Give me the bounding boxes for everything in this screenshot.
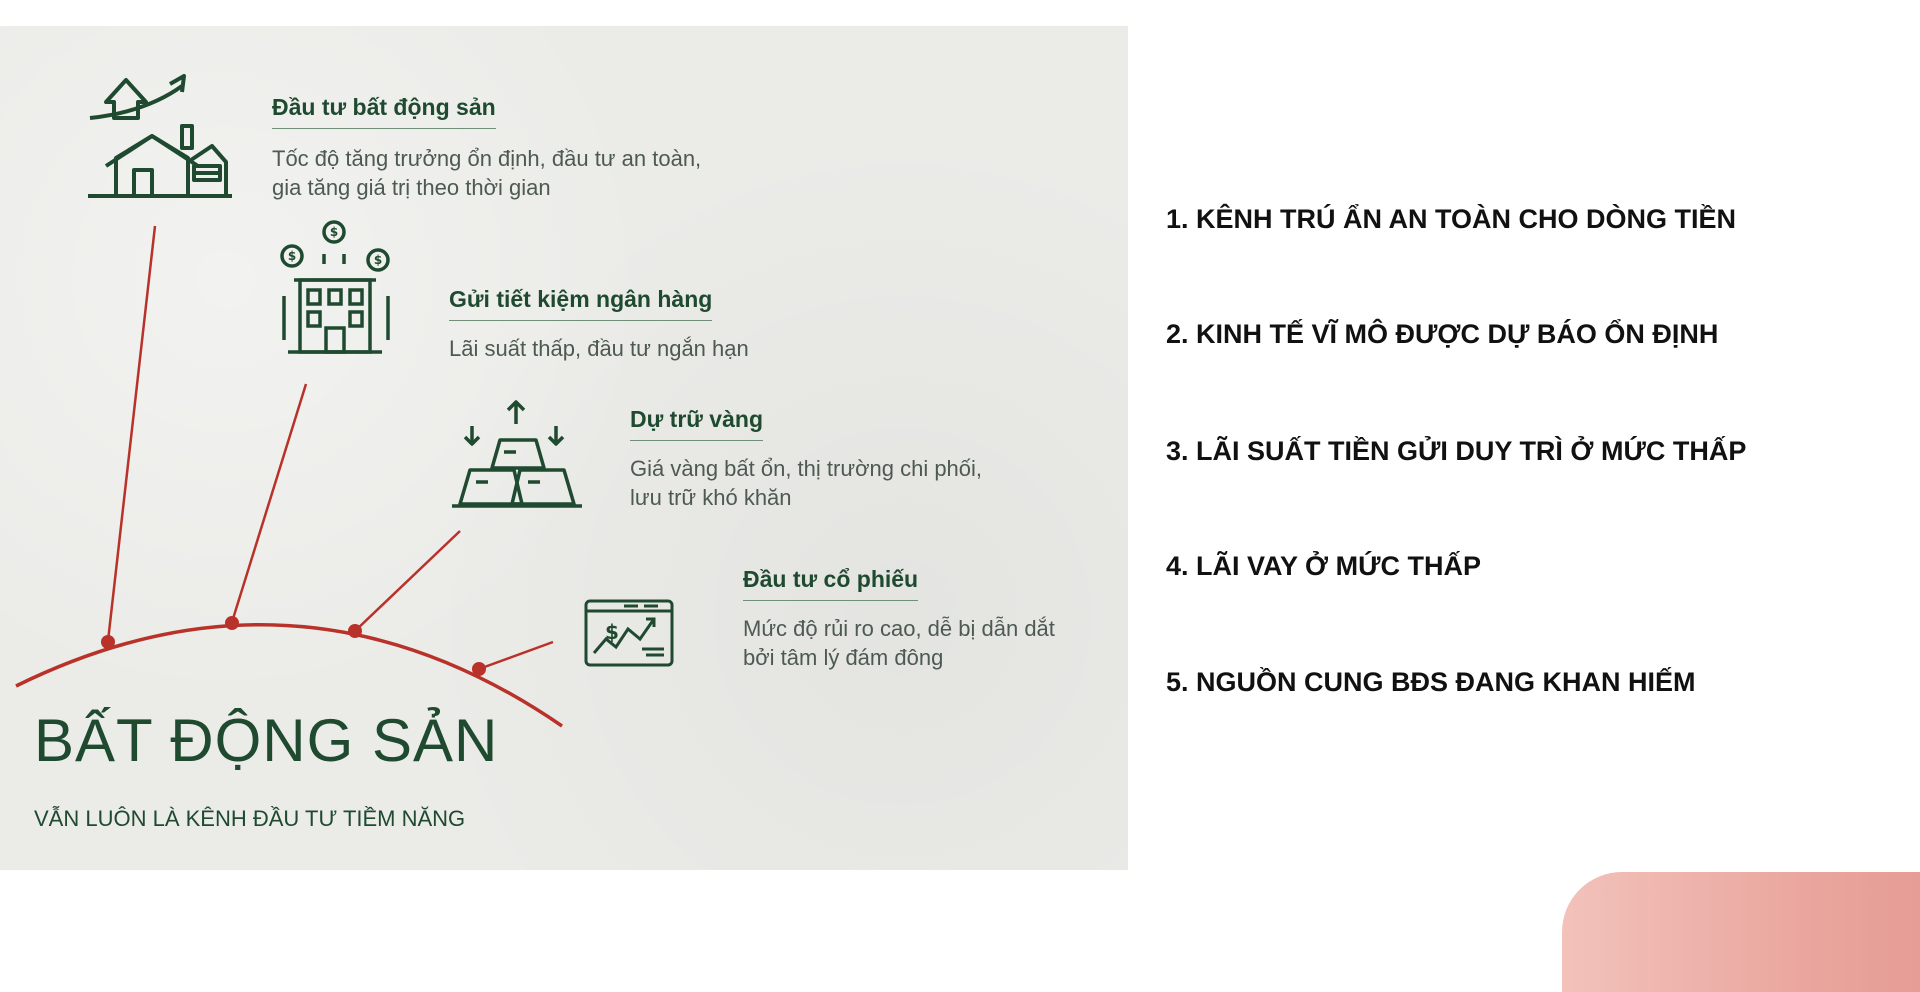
svg-text:$: $ (287, 249, 297, 263)
arc-dot-2 (225, 616, 239, 630)
item-desc-stocks (743, 614, 1055, 672)
item-title-gold: Dự trữ vàng (630, 406, 763, 441)
item-desc-line: Tốc độ tăng trưởng ổn định, đầu tư an toàn, (272, 146, 702, 171)
item-desc-line: Mức độ rủi ro cao, dễ bị dẫn dắt (743, 616, 1055, 641)
svg-text:$: $ (605, 620, 619, 644)
item-desc-savings (449, 334, 749, 363)
item-title-savings: Gửi tiết kiệm ngân hàng (449, 286, 712, 321)
reason-item: 3. LÃI SUẤT TIỀN GỬI DUY TRÌ Ở MỨC THẤP (1166, 436, 1747, 466)
item-desc-line: bởi tâm lý đám đông (743, 645, 944, 670)
item-desc-real-estate (272, 144, 701, 202)
arc-dot-1 (101, 635, 115, 649)
headline: BẤT ĐỘNG SẢN (34, 707, 499, 774)
infographic-panel (0, 26, 1128, 870)
connector-line-3 (355, 531, 460, 631)
house-growth-icon (86, 62, 236, 202)
reason-item: 2. KINH TẾ VĨ MÔ ĐƯỢC DỰ BÁO ỔN ĐỊNH (1166, 319, 1719, 349)
item-title-real-estate: Đầu tư bất động sản (272, 94, 496, 129)
connector-line-4 (479, 642, 553, 669)
item-desc-line: lưu trữ khó khăn (630, 485, 792, 510)
svg-text:$: $ (373, 253, 383, 267)
reason-item: 5. NGUỒN CUNG BĐS ĐANG KHAN HIẾM (1166, 667, 1696, 697)
reason-item: 4. LÃI VAY Ở MỨC THẤP (1166, 551, 1481, 581)
svg-text:$: $ (329, 225, 339, 239)
item-desc-line: Giá vàng bất ổn, thị trường chi phối, (630, 456, 983, 481)
item-desc-gold (630, 454, 982, 512)
reason-item: 1. KÊNH TRÚ ẨN AN TOÀN CHO DÒNG TIỀN (1166, 204, 1737, 234)
gold-bars-icon (450, 400, 584, 512)
bank-icon (278, 220, 394, 360)
item-title-stocks: Đầu tư cổ phiếu (743, 566, 918, 601)
stock-monitor-icon (584, 599, 674, 669)
item-desc-line: gia tăng giá trị theo thời gian (272, 175, 551, 200)
subheadline: VẪN LUÔN LÀ KÊNH ĐẦU TƯ TIỀM NĂNG (34, 806, 466, 831)
arc-dot-4 (472, 662, 486, 676)
item-desc-line: Lãi suất thấp, đầu tư ngắn hạn (449, 336, 749, 361)
connector-line-2 (232, 384, 306, 622)
connector-line-1 (108, 226, 155, 641)
arc-dot-3 (348, 624, 362, 638)
decorative-blob (1562, 872, 1920, 992)
